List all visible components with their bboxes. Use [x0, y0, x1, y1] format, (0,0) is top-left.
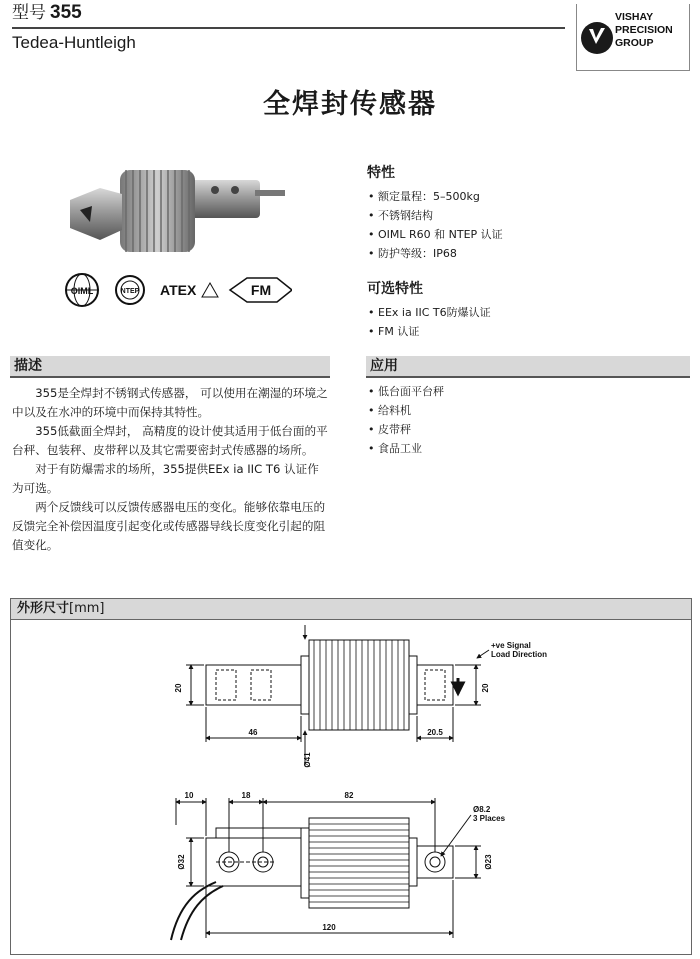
dim-bottom-d1: 10	[184, 791, 194, 800]
load-note-line2: Load Direction	[491, 650, 548, 659]
oiml-label: OIML	[70, 286, 94, 296]
vishay-logo-icon	[579, 20, 619, 60]
applications-heading: 应用	[370, 358, 398, 374]
list-item: • 皮带秤	[368, 420, 444, 439]
list-item: • 额定量程：5–500kg	[368, 187, 503, 206]
bottom-view	[171, 798, 481, 940]
model-prefix: 型号	[12, 3, 46, 23]
dim-hole-size: Ø8.2	[473, 805, 491, 814]
dim-bottom-right-dia: Ø23	[484, 854, 493, 870]
list-item: • 低台面平台秤	[368, 382, 444, 401]
dimensions-header	[11, 599, 691, 620]
dim-bottom-d3: 82	[344, 791, 354, 800]
dimensions-unit: [mm]	[69, 601, 105, 616]
dim-bottom-d2: 18	[241, 791, 251, 800]
logo-text: VISHAY PRECISION GROUP	[615, 11, 673, 49]
top-view	[186, 625, 489, 766]
applications-header	[366, 356, 690, 378]
load-note-line1: +ve Signal	[491, 641, 531, 650]
atex-label: ATEX	[160, 282, 197, 298]
model-number: 355	[50, 2, 82, 23]
list-item: • 食品工业	[368, 439, 444, 458]
model-label	[12, 2, 82, 24]
applications-list	[368, 382, 444, 458]
list-item: • FM 认证	[368, 322, 491, 341]
fm-label: FM	[250, 282, 272, 298]
vishay-logo	[576, 4, 690, 71]
dimension-drawing	[11, 620, 691, 954]
dim-bottom-total: 120	[322, 923, 336, 932]
description-paragraph: 对于有防爆需求的场所，355提供EEx ia IIC T6 认证作为可选。	[12, 462, 319, 495]
options-heading: 可选特性	[367, 281, 423, 297]
description-heading: 描述	[14, 358, 42, 374]
oiml-mark	[66, 274, 98, 306]
list-item: • 给料机	[368, 401, 444, 420]
load-cell-photo	[60, 160, 288, 262]
dim-top-right-height: 20	[481, 683, 490, 693]
dim-bottom-left-dia: Ø32	[177, 854, 186, 870]
dimensions-panel	[10, 598, 692, 955]
atex-mark	[160, 282, 218, 298]
dim-top-height: 20	[174, 683, 183, 693]
ntep-label: NTEP	[120, 288, 140, 295]
dim-hole-count: 3 Places	[473, 814, 506, 823]
dim-top-right-length: 20.5	[427, 728, 443, 737]
description-paragraph: 两个反馈线可以反馈传感器电压的变化。能够依靠电压的反馈完全补偿因温度引起变化或传感器导线长度变化引起的阻值变化。	[12, 500, 326, 552]
page-title: 全焊封传感器	[263, 89, 437, 120]
ntep-mark	[116, 276, 144, 304]
description-body	[12, 384, 330, 555]
dim-top-diameter: Ø41	[303, 752, 312, 768]
header-rule	[12, 27, 565, 29]
list-item: • EEx ia IIC T6防爆认证	[368, 303, 491, 322]
description-header	[10, 356, 330, 378]
list-item: • 不锈钢结构	[368, 206, 503, 225]
list-item: • 防护等级：IP68	[368, 244, 503, 263]
options-list	[368, 303, 491, 341]
description-paragraph: 355低截面全焊封， 高精度的设计使其适用于低台面的平台秤、包装秤、皮带秤以及其它需要密封式传感器的场所。	[12, 424, 328, 457]
description-paragraph: 355是全焊封不锈钢式传感器， 可以使用在潮湿的环境之中以及在水冲的环境中而保持其特性。	[12, 386, 328, 419]
dim-top-left-length: 46	[248, 728, 258, 737]
certification-marks	[62, 270, 292, 310]
brand-name: Tedea-Huntleigh	[12, 33, 136, 52]
features-heading: 特性	[367, 165, 395, 181]
dimensions-heading: 外形尺寸	[17, 601, 70, 616]
list-item: • OIML R60 和 NTEP 认证	[368, 225, 503, 244]
fm-mark	[230, 278, 292, 302]
features-list	[368, 187, 503, 263]
